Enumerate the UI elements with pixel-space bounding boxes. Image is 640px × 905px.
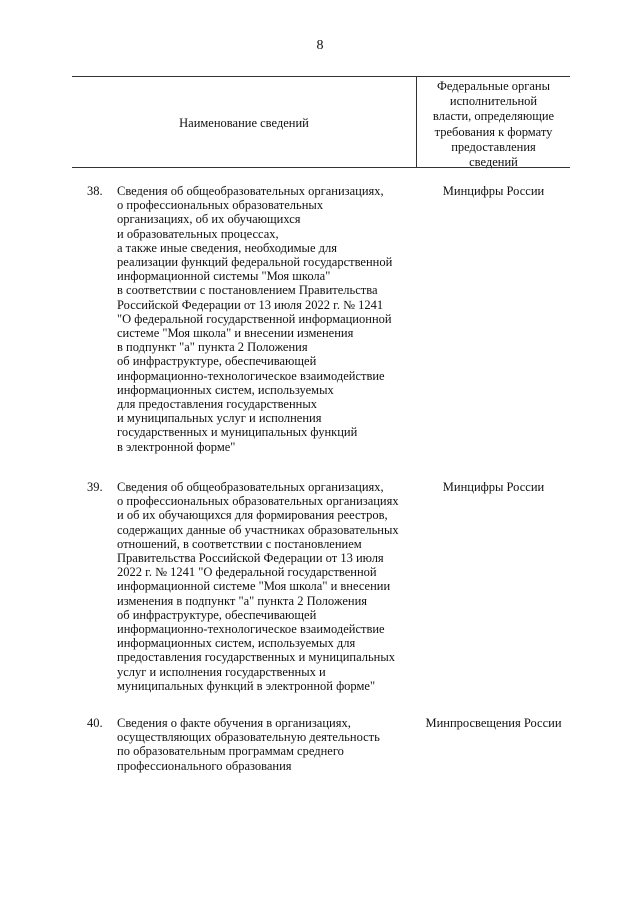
row-number: 38. [87,184,103,198]
header-name-column: Наименование сведений [179,116,309,130]
description-line: информационных систем, используемых [117,382,334,397]
row-number: 39. [87,480,103,494]
description-line: Правительства Российской Федерации от 13 июля [117,551,384,566]
description-line: Сведения об общеобразовательных организациях, [117,480,384,494]
description-line: содержащих данные об участниках образовательных [117,522,399,537]
description-line: информационной системы "Моя школа" [117,269,331,284]
description-line: муниципальных функций в электронной форме" [117,678,376,693]
row-authority: Минцифры России [442,480,545,494]
header-authority-line: Федеральные органы [436,79,551,93]
description-line: Сведения о факте обучения в организациях, [117,716,351,730]
row-description [117,716,417,773]
header-authority-line: требования к формату [434,124,553,139]
description-line: информационно-технологическое взаимодействие [117,622,385,637]
description-line: 2022 г. № 1241 "О федеральной государственной [117,565,377,580]
description-line: и образовательных процессах, [117,226,279,241]
header-authority-line: исполнительной [449,94,538,109]
description-line: информационной системе "Моя школа" и внесении [117,579,391,594]
description-line: "О федеральной государственной информационной [117,311,392,326]
description-line: Российской Федерации от 13 июля 2022 г. № 1241 [117,297,384,312]
description-line: об инфраструктуре, обеспечивающей [117,354,317,369]
header-authority-line: власти, определяющие [432,109,555,124]
description-line: информационно-технологическое взаимодействие [117,368,385,383]
description-line: об инфраструктуре, обеспечивающей [117,607,317,622]
description-line: и об их обучающихся для формирования реестров, [117,508,388,523]
description-line: в соответствии с постановлением Правительства [117,283,378,298]
description-line: для предоставления государственных [117,397,317,412]
description-line: профессионального образования [117,758,292,773]
description-line: предоставления государственных и муниципальных [117,650,396,665]
header-authority-column [417,79,570,170]
table-top-rule [72,76,570,77]
description-line: отношений, в соответствии с постановлением [117,536,362,551]
row-authority: Минцифры России [442,184,545,198]
description-line: в подпункт "а" пункта 2 Положения [117,340,308,355]
description-line: а также иные сведения, необходимые для [117,240,337,255]
row-description [117,480,417,693]
description-line: осуществляющих образовательную деятельность [117,730,380,745]
description-line: о профессиональных образовательных [117,198,324,213]
description-line: государственных и муниципальных функций [117,425,358,440]
description-line: услуг и исполнения государственных и [117,664,326,679]
description-line: и муниципальных услуг и исполнения [117,411,322,426]
header-authority-line: предоставления [451,139,536,154]
page-number: 8 [316,38,324,53]
header-authority-line: сведений [469,155,518,170]
row-authority: Минпросвещения России [425,716,562,730]
description-line: организациях, об их обучающихся [117,212,301,227]
row-number: 40. [87,716,103,730]
description-line: по образовательным программам среднего [117,744,344,759]
description-line: системе "Моя школа" и внесении изменения [117,326,354,341]
row-description [117,184,417,454]
description-line: в электронной форме" [117,439,236,454]
description-line: изменения в подпункт "а" пункта 2 Положения [117,593,368,608]
description-line: о профессиональных образовательных организациях [117,494,399,509]
description-line: информационных систем, используемых для [117,636,356,651]
description-line: Сведения об общеобразовательных организациях, [117,184,384,198]
description-line: реализации функций федеральной государственной [117,255,393,270]
